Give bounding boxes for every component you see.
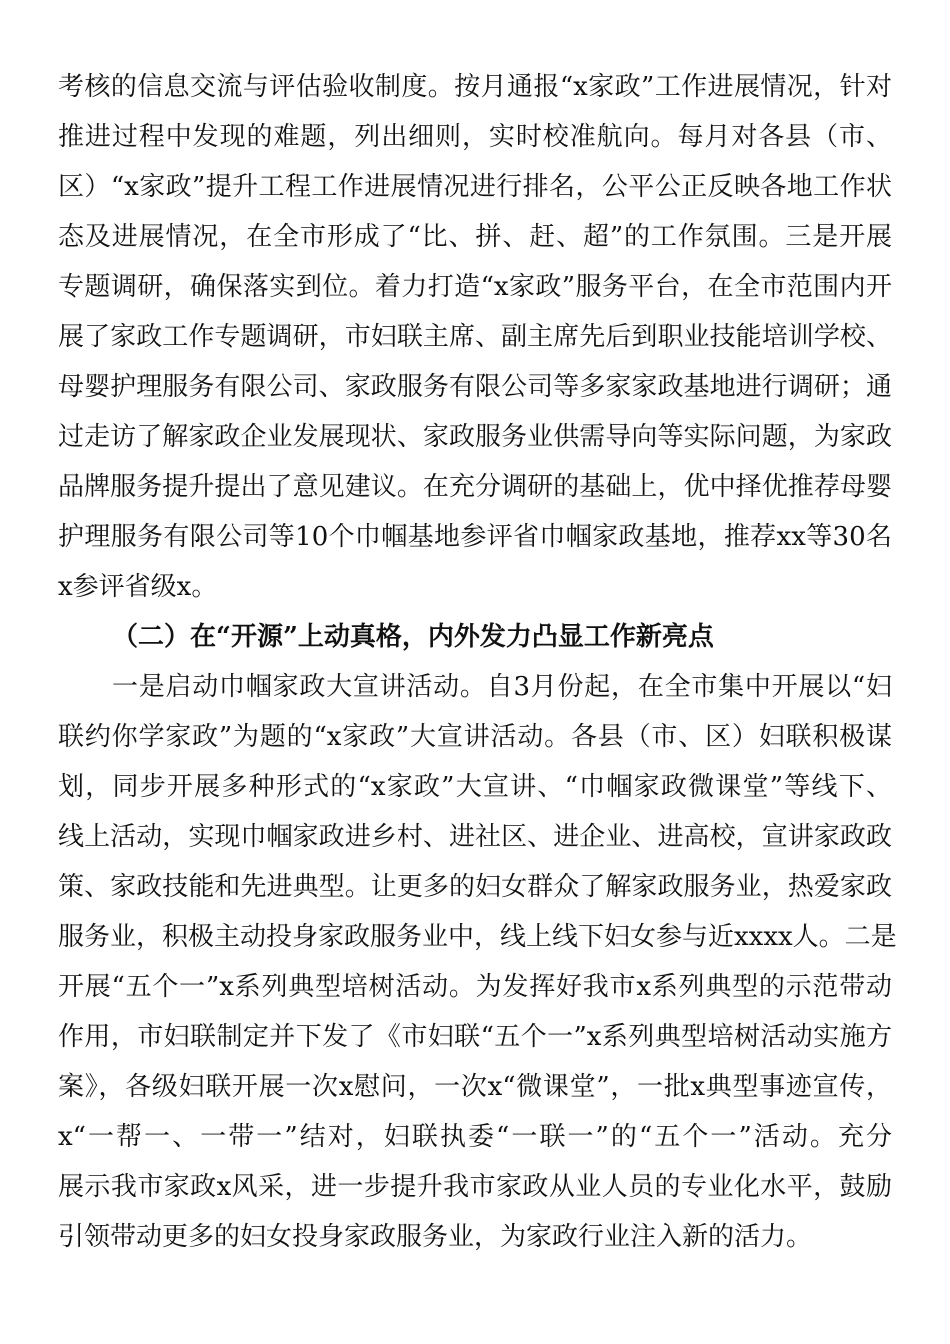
text-line: 一是启动巾帼家政大宣讲活动。自3月份起，在全市集中开展以“妇 (112, 672, 892, 702)
text-line: 服务业，积极主动投身家政服务业中，线上线下妇女参与近xxxx人。二是 (58, 922, 897, 952)
text-line: x“一帮一、一带一”结对，妇联执委“一联一”的“五个一”活动。充分 (58, 1122, 892, 1152)
text-line: 考核的信息交流与评估验收制度。按月通报“x家政”工作进展情况，针对 (58, 72, 892, 102)
text-line: 案》，各级妇联开展一次x慰问，一次x“微课堂”，一批x典型事迹宣传， (58, 1072, 892, 1102)
text-line: 品牌服务提升提出了意见建议。在充分调研的基础上，优中择优推荐母婴 (58, 472, 892, 502)
text-line: 专题调研，确保落实到位。着力打造“x家政”服务平台，在全市范围内开 (58, 272, 892, 302)
text-line: x参评省级x。 (58, 572, 218, 602)
text-line: 联约你学家政”为题的“x家政”大宣讲活动。各县（市、区）妇联积极谋 (58, 722, 892, 752)
section-heading: （二）在“开源”上动真格，内外发力凸显工作新亮点 (112, 622, 714, 652)
text-line: 引领带动更多的妇女投身家政服务业，为家政行业注入新的活力。 (58, 1222, 813, 1252)
text-line: 展了家政工作专题调研，市妇联主席、副主席先后到职业技能培训学校、 (58, 322, 892, 352)
text-line: 护理服务有限公司等10个巾帼基地参评省巾帼家政基地，推荐xx等30名 (58, 522, 892, 552)
text-line: 作用，市妇联制定并下发了《市妇联“五个一”x系列典型培树活动实施方 (58, 1022, 892, 1052)
text-line: 态及进展情况，在全市形成了“比、拼、赶、超”的工作氛围。三是开展 (58, 222, 892, 252)
text-line: 母婴护理服务有限公司、家政服务有限公司等多家家政基地进行调研；通 (58, 372, 892, 402)
text-line: 划，同步开展多种形式的“x家政”大宣讲、“巾帼家政微课堂”等线下、 (58, 772, 892, 802)
text-line: 策、家政技能和先进典型。让更多的妇女群众了解家政服务业，热爱家政 (58, 872, 892, 902)
text-line: 线上活动，实现巾帼家政进乡村、进社区、进企业、进高校，宣讲家政政 (58, 822, 892, 852)
text-line: 过走访了解家政企业发展现状、家政服务业供需导向等实际问题，为家政 (58, 422, 892, 452)
text-line: 开展“五个一”x系列典型培树活动。为发挥好我市x系列典型的示范带动 (58, 972, 892, 1002)
text-line: 展示我市家政x风采，进一步提升我市家政从业人员的专业化水平，鼓励 (58, 1172, 892, 1202)
text-line: 区）“x家政”提升工程工作进展情况进行排名，公平公正反映各地工作状 (58, 172, 892, 202)
text-line: 推进过程中发现的难题，列出细则，实时校准航向。每月对各县（市、 (58, 122, 892, 152)
